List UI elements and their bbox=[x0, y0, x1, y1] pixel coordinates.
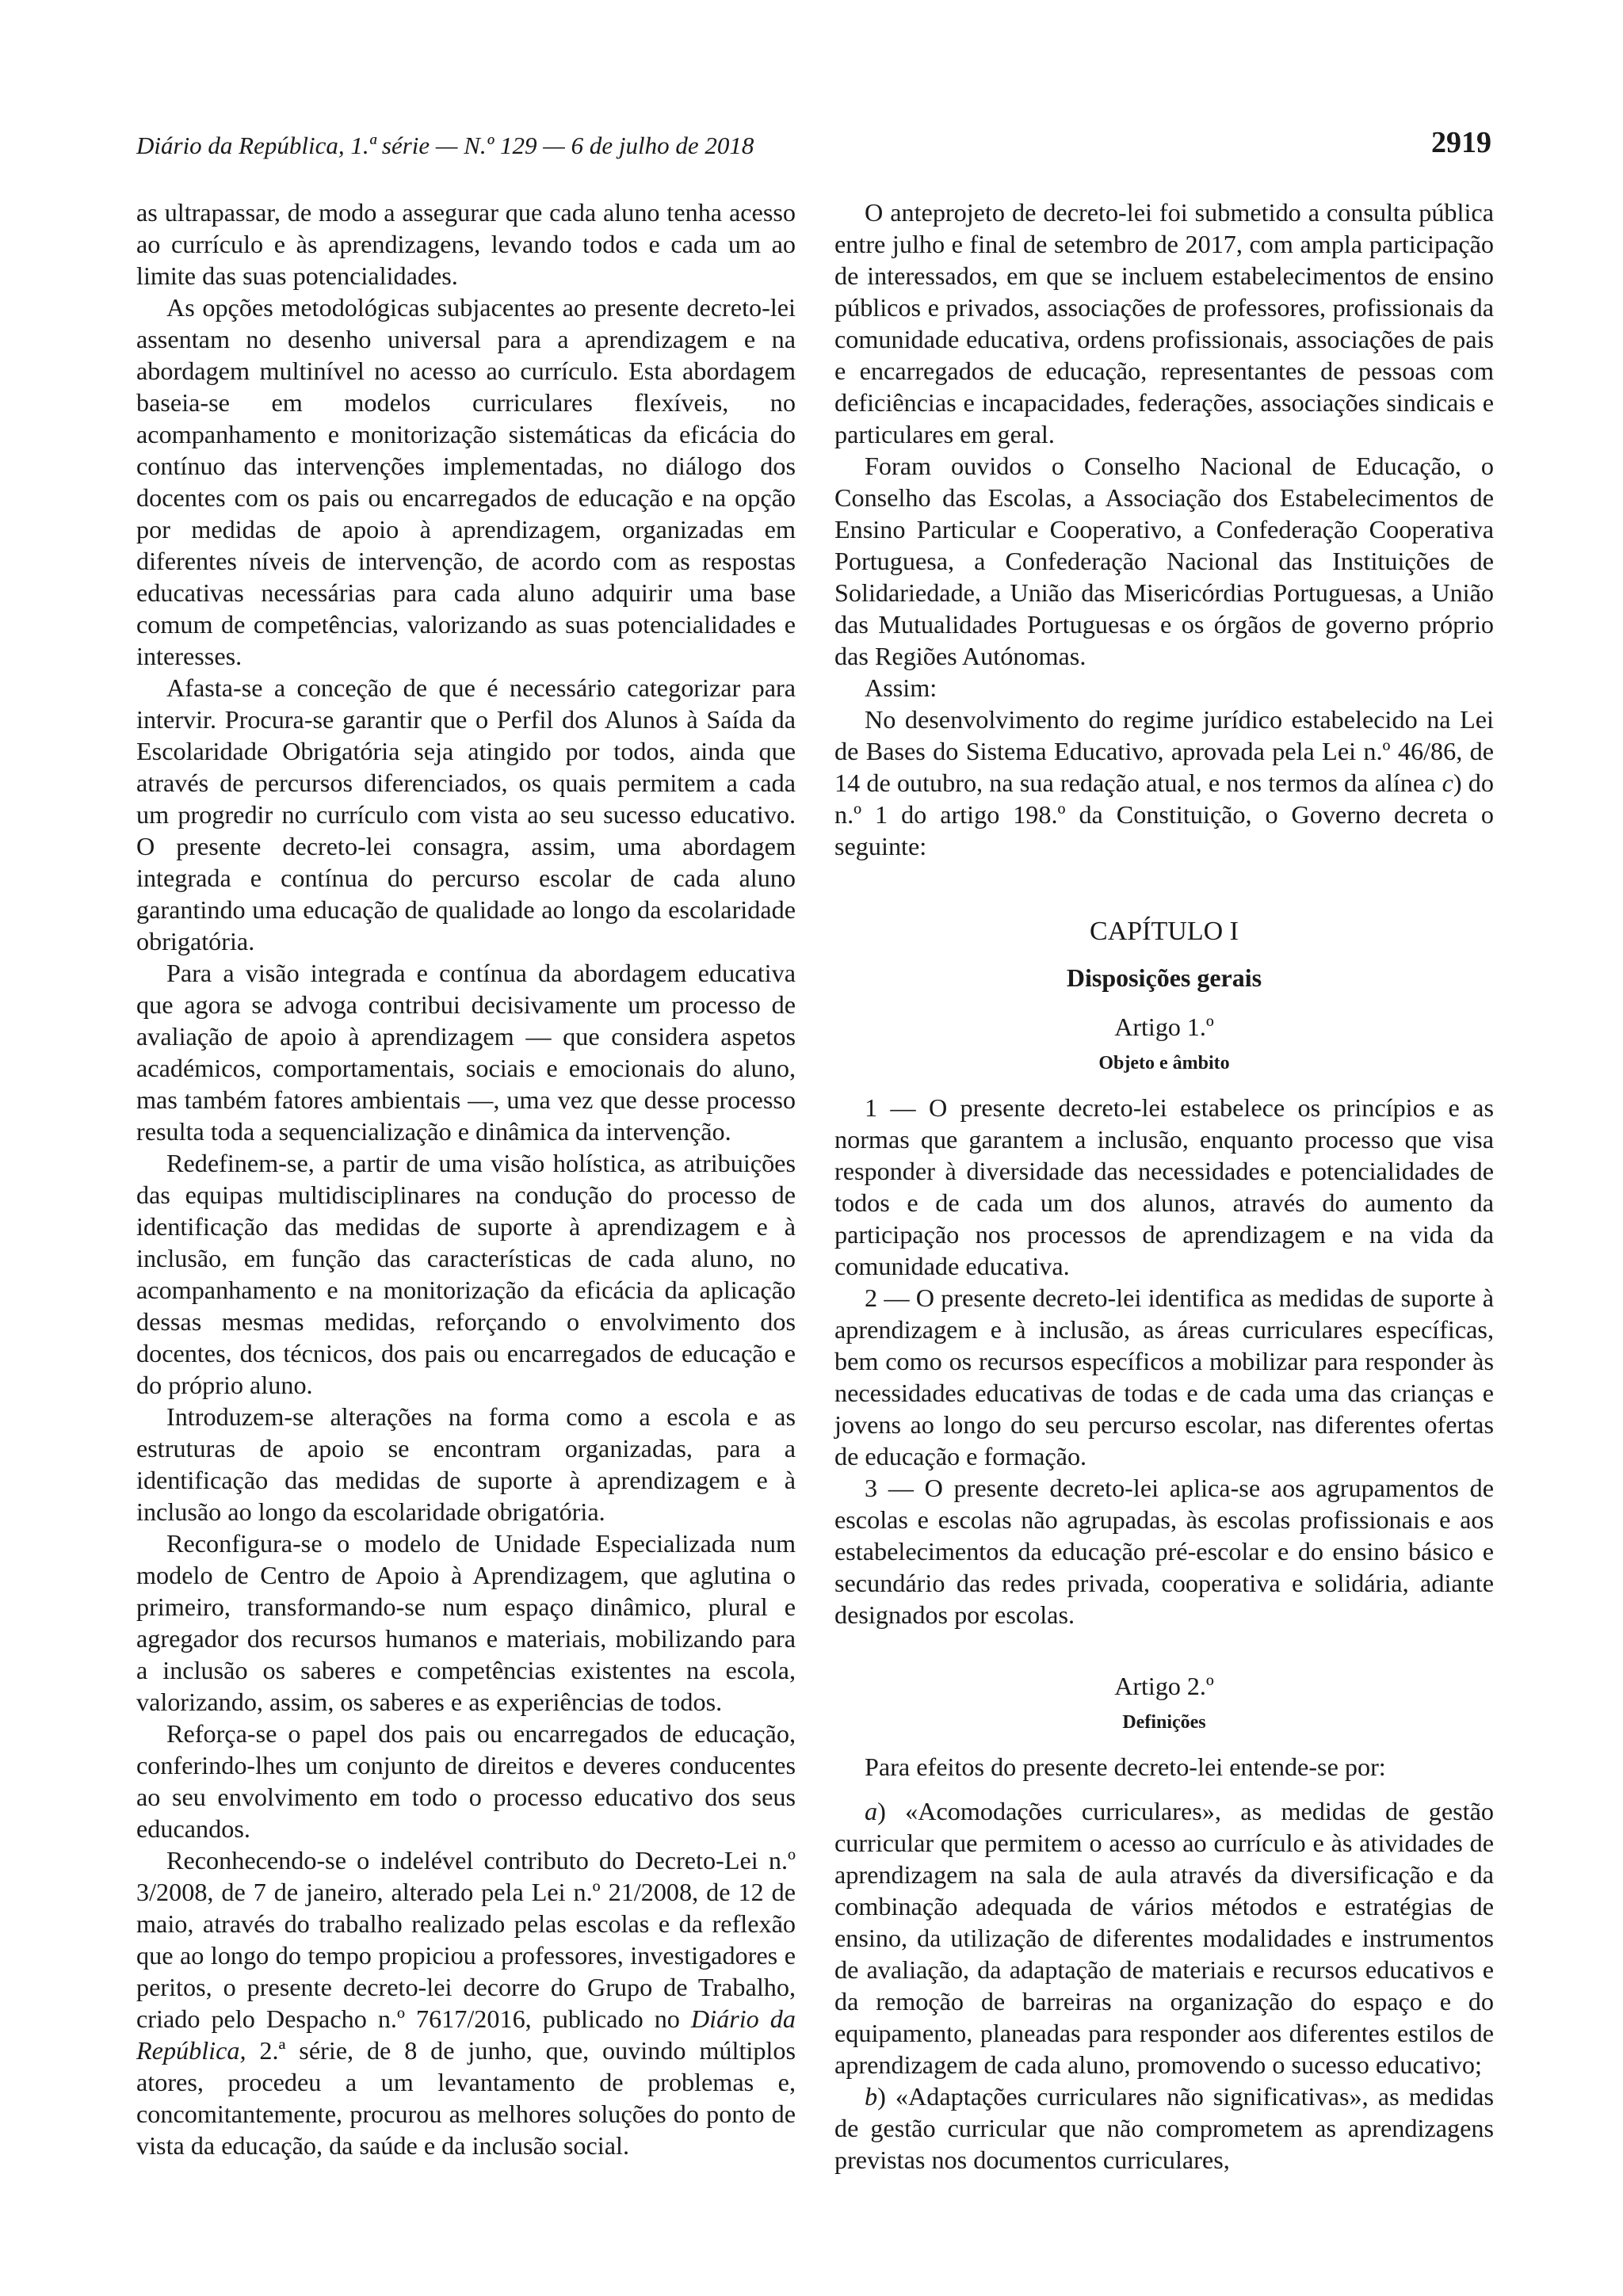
item-letter: a bbox=[865, 1797, 878, 1825]
definition-item bbox=[834, 2081, 1494, 2176]
paragraph: 3 — O presente decreto-lei aplica-se aos agrupamentos de escolas e escolas não agrupadas, às escolas profissionais e aos estabelecimentos da educação pré-escolar e do ensino básico e secundário das redes privada, cooperativa e solidária, adiante designados por escolas. bbox=[834, 1474, 1494, 1629]
paragraph: Redefinem-se, a partir de uma visão holística, as atribuições das equipas multidisciplinares na condução do processo de identificação das medidas de suporte à aprendizagem e à inclusão, em função das características de cada aluno, no acompanhamento e na monitorização da eficácia da aplicação dessas mesmas medidas, reforçando o envolvimento dos docentes, dos técnicos, dos pais ou encarregados de educação e do próprio aluno. bbox=[136, 1149, 796, 1399]
article-1-subtitle: Objeto e âmbito bbox=[1098, 1053, 1230, 1074]
paragraph: Afasta-se a conceção de que é necessário categorizar para intervir. Procura-se garantir que o Perfil dos Alunos à Saída da Escolaridade Obrigatória seja atingido por todos, ainda que através de percursos diferenciados, os quais permitem a cada um progredir no currículo com vista ao seu sucesso educativo. O presente decreto-lei consagra, assim, uma abordagem integrada e contínua do percurso escolar de cada aluno garantindo uma educação de qualidade ao longo da escolaridade obrigatória. bbox=[136, 673, 796, 955]
paragraph: Assim: bbox=[865, 673, 938, 702]
paragraph: O anteprojeto de decreto-lei foi submetido a consulta pública entre julho e final de setembro de 2017, com ampla participação de interessados, em que se incluem estabelecimentos de ensino públicos e privados, associações de professores, profissionais da comunidade educativa, ordens profissionais, associações de pais e encarregados de educação, representantes de pessoas com deficiências e incapacidades, federações, associações sindicais e particulares em geral. bbox=[834, 198, 1494, 448]
right-column bbox=[834, 196, 1494, 2176]
definition-item bbox=[834, 1795, 1494, 2081]
italic-run: c bbox=[1442, 769, 1453, 797]
paragraph: Para efeitos do presente decreto-lei entende-se por: bbox=[865, 1753, 1386, 1781]
text-run: No desenvolvimento do regime jurídico estabelecido na Lei de Bases do Sistema Educativo, aprovada pela Lei n.º 46/86, de 14 de outubro, na sua redação atual, e nos termos da alínea bbox=[834, 705, 1494, 797]
paragraph: Para a visão integrada e contínua da abordagem educativa que agora se advoga contribui decisivamente um processo de avaliação de apoio à aprendizagem — que considera aspetos académicos, comportamentais, sociais e emocionais do aluno, mas também fatores ambientais —, uma vez que desse processo resulta toda a sequencialização e dinâmica da intervenção. bbox=[136, 959, 796, 1146]
article-2-subtitle: Definições bbox=[1122, 1712, 1206, 1733]
paragraph: Reconfigura-se o modelo de Unidade Especializada num modelo de Centro de Apoio à Aprendizagem, que aglutina o primeiro, transformando-se num espaço dinâmico, plural e agregador dos recursos humanos e materiais, mobilizando para a inclusão os saberes e competências existentes na escola, valorizando, assim, os saberes e as experiências de todos. bbox=[136, 1529, 796, 1716]
left-column bbox=[136, 196, 796, 2161]
paragraph: Foram ouvidos o Conselho Nacional de Educação, o Conselho das Escolas, a Associação dos Estabelecimentos de Ensino Particular e Cooperativo, a Confederação Cooperativa Portuguesa, a Confederação Nacional das Instituições de Solidariedade, a União das Misericórdias Portuguesas, a União das Mutualidades Portuguesas e os órgãos de governo próprio das Regiões Autónomas. bbox=[834, 452, 1494, 670]
paragraph: 2 — O presente decreto-lei identifica as medidas de suporte à aprendizagem e à inclusão, as áreas curriculares específicas, bem como os recursos específicos a mobilizar para responder às necessidades educativas de todas e de cada uma das crianças e jovens ao longo do seu percurso escolar, nas diferentes ofertas de educação e formação. bbox=[834, 1283, 1494, 1470]
paragraph: As opções metodológicas subjacentes ao presente decreto-lei assentam no desenho universal para a aprendizagem e na abordagem multinível no acesso ao currículo. Esta abordagem baseia-se em modelos curriculares flexíveis, no acompanhamento e monitorização sistemáticas da eficácia do contínuo das intervenções implementadas, no diálogo dos docentes com os pais ou encarregados de educação e na opção por medidas de apoio à aprendizagem, organizadas em diferentes níveis de intervenção, de acordo com as respostas educativas necessárias para cada aluno adquirir uma base comum de competências, valorizando as suas potencialidades e interesses. bbox=[136, 293, 796, 670]
text-run: Reconhecendo-se o indelével contributo do Decreto-Lei n.º 3/2008, de 7 de janeiro, alterado pela Lei n.º 21/2008, de 12 de maio, através do trabalho realizado pelas escolas e da reflexão que ao longo do tempo propiciou a professores, investigadores e peritos, o presente decreto-lei decorre do Grupo de Trabalho, criado pelo Despacho n.º 7617/2016, publicado no bbox=[136, 1846, 796, 2033]
paragraph: 1 — O presente decreto-lei estabelece os princípios e as normas que garantem a inclusão, enquanto processo que visa responder à diversidade das necessidades e potencialidades de todos e de cada um dos alunos, através do aumento da participação nos processos de aprendizagem e na vida da comunidade educativa. bbox=[834, 1093, 1494, 1280]
item-text: ) «Adaptações curriculares não significativas», as medidas de gestão curricular que não comprometem as aprendizagens previstas nos documentos curriculares, bbox=[834, 2082, 1494, 2174]
chapter-title: Disposições gerais bbox=[1066, 963, 1262, 992]
text-run: ) do n.º 1 do artigo 198.º da Constituição, o Governo decreta o seguinte: bbox=[834, 769, 1494, 860]
paragraph: Introduzem-se alterações na forma como a escola e as estruturas de apoio se encontram organizadas, para a identificação das medidas de suporte à aprendizagem e à inclusão ao longo da escolaridade obrigatória. bbox=[136, 1402, 796, 1526]
article-2-label: Artigo 2.º bbox=[1114, 1672, 1214, 1700]
italic-run: Diário da República, bbox=[136, 2004, 796, 2065]
item-letter: b bbox=[865, 2082, 878, 2111]
text-run: 2.ª série, de 8 de junho, que, ouvindo múltiplos atores, procedeu a um levantamento de problemas e, concomitantemente, procurou as melhores soluções do ponto de vista da educação, da saúde e da inclusão social. bbox=[136, 2036, 796, 2160]
item-text: ) «Acomodações curriculares», as medidas de gestão curricular que permitem o acesso ao currículo e às atividades de aprendizagem na sala de aula através da diversificação e da combinação adequada de vários métodos e estratégias de ensino, da utilização de diferentes modalidades e instrumentos de avaliação, da adaptação de materiais e recursos educativos e da remoção de barreiras na organização do espaço e do equipamento, planeadas para responder aos diferentes estilos de aprendizagem de cada aluno, promovendo o sucesso educativo; bbox=[834, 1797, 1494, 2079]
page-number: 2919 bbox=[1431, 126, 1491, 159]
paragraph: as ultrapassar, de modo a assegurar que cada aluno tenha acesso ao currículo e às aprendizagens, levando todos e cada um ao limite das suas potencialidades. bbox=[136, 198, 796, 290]
paragraph bbox=[834, 704, 1494, 862]
page-header bbox=[136, 125, 1491, 173]
article-1-label: Artigo 1.º bbox=[1114, 1013, 1214, 1041]
paragraph: Reforça-se o papel dos pais ou encarregados de educação, conferindo-lhes um conjunto de direitos e deveres conducentes ao seu envolvimento em todo o processo educativo dos seus educandos. bbox=[136, 1719, 796, 1843]
paragraph bbox=[136, 1844, 796, 2161]
running-head: Diário da República, 1.ª série — N.º 129 — 6 de julho de 2018 bbox=[136, 132, 754, 159]
chapter-label: CAPÍTULO I bbox=[1090, 917, 1239, 946]
